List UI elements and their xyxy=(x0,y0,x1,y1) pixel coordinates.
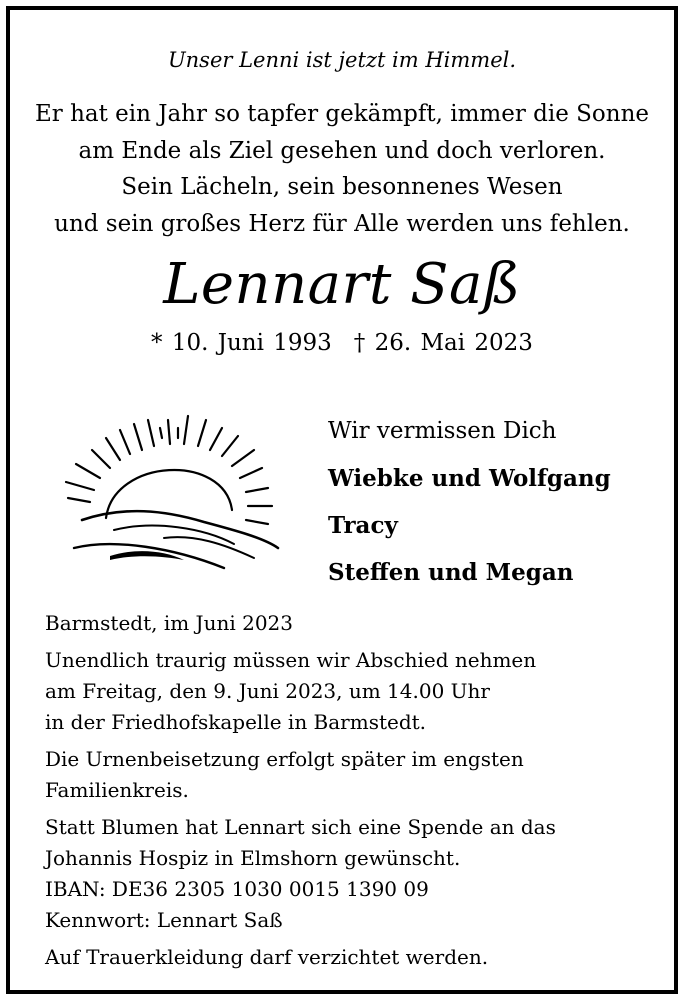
donation-info xyxy=(45,812,556,936)
intro-text xyxy=(10,96,674,242)
closing-note: Auf Trauerkleidung darf verzichtet werden. xyxy=(45,945,489,969)
motto: Unser Lenni ist jetzt im Himmel. xyxy=(167,48,517,72)
obituary-notice xyxy=(6,6,678,994)
farewell-line: Unendlich traurig müssen wir Abschied nehmen xyxy=(45,648,537,672)
birth-date: * 10. Juni 1993 xyxy=(151,330,332,356)
farewell-line: in der Friedhofskapelle in Barmstedt. xyxy=(45,710,427,734)
mourner-name: Wiebke und Wolfgang xyxy=(328,465,611,492)
intro-line: Sein Lächeln, sein besonnenes Wesen xyxy=(121,174,563,200)
farewell-line: am Freitag, den 9. Juni 2023, um 14.00 Uhr xyxy=(45,679,490,703)
intro-line: und sein großes Herz für Alle werden uns fehlen. xyxy=(54,210,630,237)
intro-line: am Ende als Ziel gesehen und doch verloren. xyxy=(78,137,606,164)
iban-line: IBAN: DE36 2305 1030 0015 1390 09 xyxy=(45,877,429,901)
urn-line: Die Urnenbeisetzung erfolgt später im engsten xyxy=(45,747,524,771)
sunset-over-hills-icon xyxy=(54,398,282,578)
keyword-line: Kennwort: Lennart Saß xyxy=(45,908,283,932)
urn-info xyxy=(45,744,556,806)
mourners-intro: Wir vermissen Dich xyxy=(328,418,557,444)
mourner-name: Steffen und Megan xyxy=(328,559,574,586)
donation-line: Statt Blumen hat Lennart sich eine Spende an das xyxy=(45,815,556,839)
details-block xyxy=(45,608,556,973)
farewell-info xyxy=(45,645,556,738)
deceased-name: Lennart Saß xyxy=(163,252,521,317)
death-date: † 26. Mai 2023 xyxy=(353,330,533,356)
place-date: Barmstedt, im Juni 2023 xyxy=(45,611,293,635)
donation-line: Johannis Hospiz in Elmshorn gewünscht. xyxy=(45,846,461,870)
intro-line: Er hat ein Jahr so tapfer gekämpft, immer die Sonne xyxy=(34,101,649,127)
urn-line: Familienkreis. xyxy=(45,778,189,802)
life-dates xyxy=(10,330,674,356)
mourner-name: Tracy xyxy=(328,512,398,539)
mourners-block xyxy=(328,408,611,596)
